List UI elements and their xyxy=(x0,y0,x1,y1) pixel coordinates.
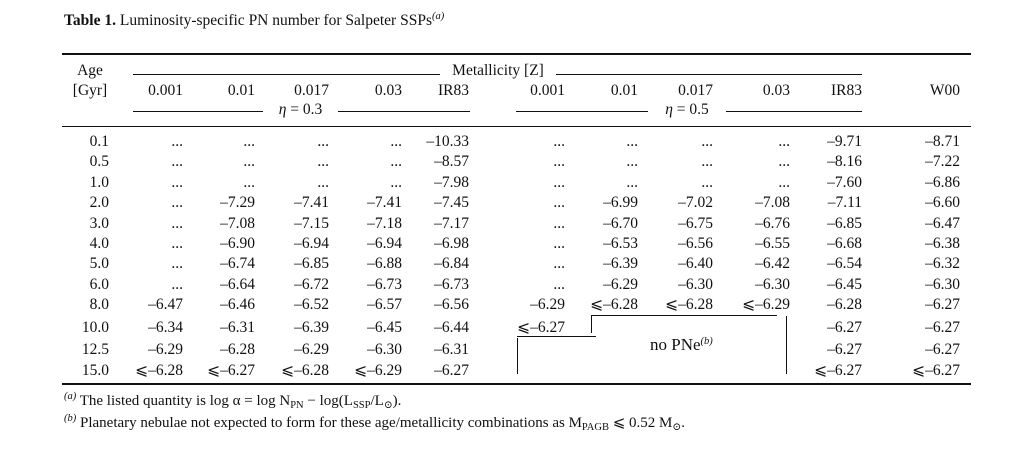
table-cell: ... xyxy=(243,173,255,191)
table-cell: ... xyxy=(778,173,790,191)
table-cell: –6.44 xyxy=(434,318,469,336)
table-cell: ... xyxy=(778,153,790,171)
table-cell: ⩽–6.27 xyxy=(517,318,565,336)
table-cell: ... xyxy=(553,194,565,212)
table-cell: ⩽–6.29 xyxy=(354,362,402,380)
age-header: Age xyxy=(77,62,103,79)
table-cell: ... xyxy=(390,133,402,150)
table-cell: ... xyxy=(390,153,402,171)
table-cell: –7.08 xyxy=(755,194,790,212)
table-cell: ... xyxy=(553,153,565,171)
table-cell: ⩽–6.27 xyxy=(912,362,960,380)
table-cell: –6.84 xyxy=(434,255,469,273)
table-cell: ... xyxy=(626,173,638,191)
table-cell: –6.27 xyxy=(827,318,862,336)
table-cell: ... xyxy=(171,173,183,191)
row-age: 1.0 xyxy=(89,173,109,191)
table-cell: –6.98 xyxy=(434,235,469,252)
table-cell: ⩽–6.28 xyxy=(590,296,638,314)
table-cell: –6.45 xyxy=(827,275,862,293)
table-cell: ⩽–6.27 xyxy=(207,362,255,380)
table-cell: ... xyxy=(171,153,183,171)
table-cell: –6.47 xyxy=(148,296,183,314)
table-cell: ... xyxy=(171,275,183,293)
table-cell: –6.27 xyxy=(434,362,469,380)
row-age: 5.0 xyxy=(89,255,109,273)
table-cell: –7.15 xyxy=(294,214,329,232)
table-cell: –6.56 xyxy=(434,296,469,314)
table-cell: –6.55 xyxy=(755,235,790,252)
eta-left-label: η = 0.3 xyxy=(278,101,323,118)
table-cell: –6.68 xyxy=(827,235,862,252)
table-caption xyxy=(64,12,444,30)
table-cell: ... xyxy=(553,214,565,232)
table-cell: –6.88 xyxy=(367,255,402,273)
row-age: 0.5 xyxy=(89,153,109,171)
column-header: 0.001 xyxy=(530,82,565,99)
table-cell: –9.71 xyxy=(827,133,862,150)
table-cell: –6.38 xyxy=(925,235,960,252)
table-cell: –7.22 xyxy=(925,153,960,171)
table-cell: –6.27 xyxy=(925,341,960,358)
metallicity-header: Metallicity [Z] xyxy=(452,62,544,79)
table-cell: –6.52 xyxy=(294,296,329,314)
column-header: 0.03 xyxy=(762,82,790,99)
table-cell: –6.75 xyxy=(678,214,713,232)
table-cell: –8.57 xyxy=(434,153,469,171)
table-cell: ... xyxy=(171,214,183,232)
table-cell: –6.30 xyxy=(678,275,713,293)
metallicity-span-line-right xyxy=(556,74,862,75)
table-cell: –6.30 xyxy=(925,275,960,293)
column-header: 0.017 xyxy=(678,82,713,99)
table-cell: –6.32 xyxy=(925,255,960,273)
table-cell: ... xyxy=(553,255,565,273)
table-cell: –6.90 xyxy=(220,235,255,252)
footnote-b: $^{(b)}$ Planetary nebulae not expected to form for these age/metallicity combinations as $M_{PAGB}$ ⩽ 0.52 $M_⊙$. xyxy=(64,413,685,433)
table-cell: –6.34 xyxy=(148,318,183,336)
metallicity-span-line-left xyxy=(133,74,440,75)
table-label: Table 1. xyxy=(64,12,116,29)
table-cell: –7.60 xyxy=(827,173,862,191)
table-cell: ⩽–6.29 xyxy=(742,296,790,314)
table-cell: –7.08 xyxy=(220,214,255,232)
table-cell: –6.45 xyxy=(367,318,402,336)
table-cell: –6.56 xyxy=(678,235,713,252)
table-cell: –6.85 xyxy=(294,255,329,273)
table-cell: –6.72 xyxy=(294,275,329,293)
table-cell: –6.64 xyxy=(220,275,255,293)
table-cell: –6.40 xyxy=(678,255,713,273)
no-pne-bracket-left-lower xyxy=(517,338,518,374)
table-cell: –6.94 xyxy=(294,235,329,252)
table-cell: –6.57 xyxy=(367,296,402,314)
table-cell: –7.11 xyxy=(827,194,862,212)
table-cell: –6.27 xyxy=(925,296,960,314)
table-cell: –10.33 xyxy=(426,133,469,150)
table-cell: –6.29 xyxy=(148,341,183,358)
table-cell: ... xyxy=(171,235,183,252)
header-bottom-rule xyxy=(62,126,971,127)
table-cell: –6.86 xyxy=(925,173,960,191)
table-cell: ⩽–6.28 xyxy=(281,362,329,380)
row-age: 15.0 xyxy=(81,362,109,380)
eta-right-line-left xyxy=(516,111,648,112)
table-cell: –7.18 xyxy=(367,214,402,232)
row-age: 2.0 xyxy=(89,194,109,212)
table-cell: –6.28 xyxy=(220,341,255,358)
column-header: 0.017 xyxy=(294,82,329,99)
table-cell: ... xyxy=(243,153,255,171)
column-header: IR83 xyxy=(438,82,469,99)
column-header: IR83 xyxy=(831,82,862,99)
table-cell: –6.27 xyxy=(925,318,960,336)
table-cell: –6.53 xyxy=(603,235,638,252)
row-age: 0.1 xyxy=(89,133,109,150)
table-cell: –7.17 xyxy=(434,214,469,232)
table-cell: ... xyxy=(171,133,183,150)
table-cell: ... xyxy=(701,133,713,150)
row-age: 4.0 xyxy=(89,235,109,252)
caption-note-mark: (a) xyxy=(431,11,445,22)
table-cell: ... xyxy=(317,153,329,171)
table-cell: –6.29 xyxy=(530,296,565,314)
table-cell: –6.46 xyxy=(220,296,255,314)
table-cell: ... xyxy=(390,173,402,191)
table-cell: –6.85 xyxy=(827,214,862,232)
table-cell: –6.39 xyxy=(603,255,638,273)
table-cell: ... xyxy=(317,173,329,191)
no-pne-bracket-step xyxy=(517,336,596,337)
table-cell: ... xyxy=(701,173,713,191)
row-age: 8.0 xyxy=(89,296,109,314)
row-age: 12.5 xyxy=(81,341,109,358)
table-cell: –6.60 xyxy=(925,194,960,212)
table-cell: –8.71 xyxy=(925,133,960,150)
table-cell: ⩽–6.28 xyxy=(135,362,183,380)
no-pne-bracket-left-upper xyxy=(591,316,592,333)
table-cell: –7.41 xyxy=(367,194,402,212)
table-cell: ... xyxy=(243,133,255,150)
no-pne-bracket-right xyxy=(786,316,787,374)
table-cell: –6.27 xyxy=(827,341,862,358)
table-cell: –7.98 xyxy=(434,173,469,191)
table-cell: –7.29 xyxy=(220,194,255,212)
table-cell: ... xyxy=(778,133,790,150)
table-cell: –6.94 xyxy=(367,235,402,252)
row-age: 10.0 xyxy=(81,318,109,336)
table-cell: –6.76 xyxy=(755,214,790,232)
table-cell: –6.74 xyxy=(220,255,255,273)
no-pne-bracket-top xyxy=(591,315,777,316)
table-cell: –6.31 xyxy=(220,318,255,336)
table-cell: –6.29 xyxy=(603,275,638,293)
eta-left-line-right xyxy=(338,111,470,112)
table-cell: ... xyxy=(553,133,565,150)
column-header: 0.01 xyxy=(227,82,255,99)
table-cell: –6.42 xyxy=(755,255,790,273)
table-cell: ... xyxy=(553,235,565,252)
table-cell: ... xyxy=(317,133,329,150)
eta-left-line-left xyxy=(133,111,263,112)
eta-right-label: η = 0.5 xyxy=(665,101,709,118)
table-cell: –6.31 xyxy=(434,341,469,358)
table-cell: –8.16 xyxy=(827,153,862,171)
table-cell: –7.02 xyxy=(678,194,713,212)
table-cell: –6.29 xyxy=(294,341,329,358)
eta-right-line-right xyxy=(726,111,862,112)
row-age: 6.0 xyxy=(89,275,109,293)
table-cell: ... xyxy=(171,194,183,212)
column-header: W00 xyxy=(929,82,960,99)
table-cell: –6.39 xyxy=(294,318,329,336)
age-unit-header: [Gyr] xyxy=(72,82,108,99)
table-cell: ... xyxy=(171,255,183,273)
row-age: 3.0 xyxy=(89,214,109,232)
column-header: 0.01 xyxy=(610,82,638,99)
table-cell: ... xyxy=(626,133,638,150)
table-bottom-rule xyxy=(62,383,971,385)
top-rule xyxy=(62,53,971,55)
table-cell: –6.30 xyxy=(755,275,790,293)
no-pne-label: no PNe$^{(b)}$ xyxy=(650,335,713,354)
table-cell: ... xyxy=(626,153,638,171)
column-header: 0.03 xyxy=(374,82,402,99)
table-cell: ... xyxy=(553,275,565,293)
column-header: 0.001 xyxy=(148,82,183,99)
table-cell: –6.73 xyxy=(367,275,402,293)
table-cell: –7.45 xyxy=(434,194,469,212)
table-cell: ... xyxy=(553,173,565,191)
table-cell: –6.99 xyxy=(603,194,638,212)
table-cell: –6.73 xyxy=(434,275,469,293)
table-cell: ⩽–6.27 xyxy=(814,362,862,380)
table-cell: ⩽–6.28 xyxy=(665,296,713,314)
table-cell: –6.70 xyxy=(603,214,638,232)
table-cell: –7.41 xyxy=(294,194,329,212)
table-title: Luminosity-specific PN number for Salpeter SSPs xyxy=(119,12,432,29)
table-cell: –6.30 xyxy=(367,341,402,358)
footnote-a: $^{(a)}$ The listed quantity is $\log \alpha = \log N_{PN} - \log(L_{SSP}/L_⊙)$. xyxy=(64,391,402,411)
table-cell: ... xyxy=(701,153,713,171)
table-cell: –6.28 xyxy=(827,296,862,314)
table-cell: –6.47 xyxy=(925,214,960,232)
table-cell: –6.54 xyxy=(827,255,862,273)
